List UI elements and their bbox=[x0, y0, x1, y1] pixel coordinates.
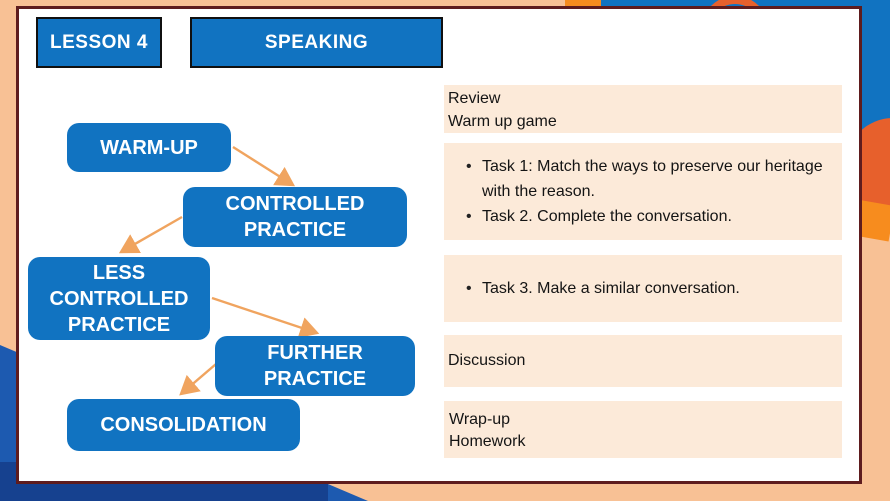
detail-box-discussion bbox=[444, 335, 842, 387]
warm-up-game-line: Warm up game bbox=[448, 113, 557, 130]
arrow-warmup-to-controlled bbox=[233, 147, 293, 185]
topic-badge-label: SPEAKING bbox=[264, 31, 369, 53]
controlled-task-list bbox=[444, 154, 836, 229]
review-line: Review bbox=[448, 90, 501, 107]
stage-further-practice-label: FURTHER PRACTICE bbox=[263, 342, 367, 390]
stage-consolidation bbox=[67, 399, 300, 451]
stage-warm-up-label: WARM-UP bbox=[100, 136, 198, 159]
discussion-line: Discussion bbox=[448, 352, 526, 369]
stage-less-controlled-practice bbox=[28, 257, 210, 340]
task-1-item: • Task 1: Match the ways to preserve our heritage with the reason. bbox=[444, 154, 836, 204]
homework-line: Homework bbox=[449, 433, 526, 450]
stage-controlled-practice-label: CONTROLLED PRACTICE bbox=[225, 193, 365, 241]
wrap-up-line: Wrap-up bbox=[449, 411, 511, 428]
stage-warm-up bbox=[67, 123, 231, 172]
stage-further-practice bbox=[215, 336, 415, 396]
less-controlled-task-list bbox=[444, 276, 842, 301]
arrow-controlled-to-less bbox=[121, 217, 182, 252]
detail-box-wrap-up bbox=[444, 401, 842, 458]
task-2-item: • Task 2. Complete the conversation. bbox=[444, 204, 836, 229]
stage-controlled-practice bbox=[183, 187, 407, 247]
topic-badge bbox=[190, 17, 443, 68]
stage-less-controlled-practice-label: LESS CONTROLLED PRACTICE bbox=[49, 261, 189, 336]
detail-box-less-controlled-task bbox=[444, 255, 842, 322]
detail-box-controlled-tasks bbox=[444, 143, 842, 240]
detail-box-review bbox=[444, 85, 842, 133]
slide bbox=[16, 6, 862, 484]
lesson-badge-label: LESSON 4 bbox=[50, 31, 148, 53]
arrow-less-to-further bbox=[212, 298, 317, 333]
arrow-further-to-consolidation bbox=[181, 364, 216, 394]
lesson-badge bbox=[36, 17, 162, 68]
stage-consolidation-label: CONSOLIDATION bbox=[100, 414, 267, 436]
task-3-item: • Task 3. Make a similar conversation. bbox=[444, 276, 842, 301]
